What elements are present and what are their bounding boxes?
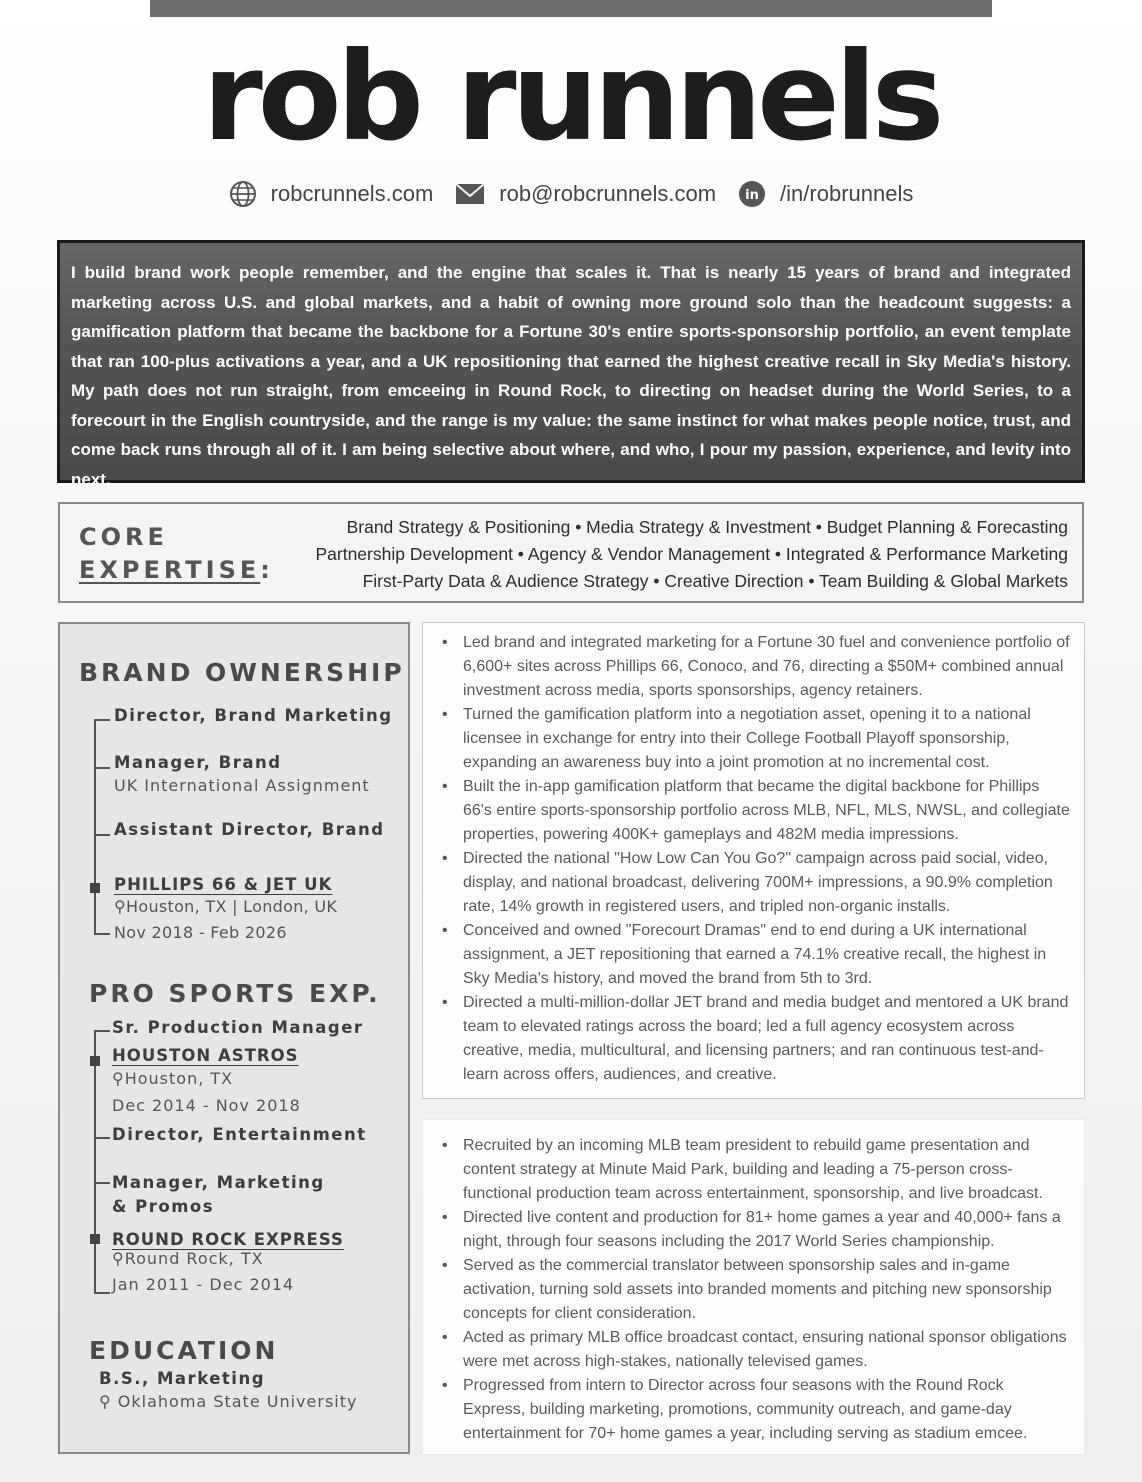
summary-box [57,240,1085,489]
contact-website[interactable] [229,180,434,208]
timeline-tick [94,1137,110,1139]
company-location: ⚲Houston, TX [112,1069,234,1088]
role-title-continued: & Promos [112,1197,215,1216]
company-dates: Jan 2011 - Dec 2014 [112,1275,295,1294]
role-subtitle: UK International Assignment [114,776,370,795]
role-title: Director, Brand Marketing [114,706,393,725]
expertise-line: First-Party Data & Audience Strategy • Creative Direction • Team Building & Global Markets [362,571,1068,591]
timeline-tick [94,933,110,935]
company-name: HOUSTON ASTROS [112,1046,299,1065]
expertise-label: EXPERTISE [79,556,261,584]
pro-sports-heading: PRO SPORTS EXP. [89,979,381,1008]
expertise-list [315,514,1068,595]
email-text: rob@robcrunnels.com [499,181,717,206]
linkedin-text: /in/robrunnels [780,181,914,206]
website-text: robcrunnels.com [270,181,434,206]
role-title: Sr. Production Manager [112,1018,364,1037]
linkedin-icon [738,180,766,208]
list-item: • Directed the national "How Low Can You Go?" campaign across paid social, video, display, and national broadcast, delivering 700M+ impressions, a 90.9% completion rate, 14% growth in registered users, and tripled non-organic installs. [463,847,1070,919]
role-title: Manager, Brand [114,753,282,772]
timeline-tick [94,1030,110,1032]
role-title: Manager, Marketing [112,1173,325,1192]
timeline-marker [90,883,100,893]
top-bar [150,0,992,17]
phillips-experience-card [422,622,1085,1099]
candidate-name: rob runnels [202,26,940,168]
timeline-marker [90,1056,100,1066]
brand-timeline-line [94,719,96,935]
svg-text:in: in [745,188,759,203]
school: ⚲ Oklahoma State University [99,1392,358,1411]
contact-row [0,180,1142,208]
list-item: • Served as the commercial translator between sponsorship sales and in-game activation, turning sold assets into branded moments and pitching new sponsorship concepts for client consideration. [463,1254,1070,1326]
sports-experience-card [422,1119,1085,1455]
timeline-tick [94,767,110,769]
phillips-bullet-list [423,623,1084,1087]
education-heading: EDUCATION [89,1336,279,1365]
degree: B.S., Marketing [99,1369,266,1388]
list-item: • Recruited by an incoming MLB team president to rebuild game presentation and content strategy at Minute Maid Park, building and leading a 75-person cross-functional production team across entertainment, sponsorship, and live broadcast. [463,1134,1070,1206]
timeline-tick [94,719,110,721]
core-expertise-heading [79,521,274,587]
list-item: • Directed a multi-million-dollar JET brand and media budget and mentored a UK brand team to elevated ratings across the board; led a full agency ecosystem across creative, media, multicultural, and licensing partners; and ran continuous test-and-learn across offers, audiences, and creative. [463,991,1070,1087]
list-item: • Conceived and owned "Forecourt Dramas" end to end during a UK international assignment, a JET repositioning that earned a 74.1% creative recall, the highest in Sky Media's history, and moved the brand from 5th to 3rd. [463,919,1070,991]
timeline-tick [94,1182,110,1184]
company-dates: Dec 2014 - Nov 2018 [112,1096,301,1115]
role-title: Assistant Director, Brand [114,820,385,839]
list-item: • Led brand and integrated marketing for a Fortune 30 fuel and convenience portfolio of 6,600+ sites across Phillips 66, Conoco, and 76, directing a $50M+ combined annual investment across media, sports sponsorships, agency retainers. [463,631,1070,703]
brand-ownership-heading: BRAND OWNERSHIP [79,658,405,687]
core-expertise-box [58,502,1084,603]
list-item: • Directed live content and production for 81+ home games a year and 40,000+ fans a night, through four seasons including the 2017 World Series championship. [463,1206,1070,1254]
expertise-line: Partnership Development • Agency & Vendor Management • Integrated & Performance Marketing [315,544,1068,564]
contact-email[interactable] [455,181,716,207]
summary-text: I build brand work people remember, and the engine that scales it. That is nearly 15 years of brand and integrated marketing across U.S. and global markets, and a habit of owning more ground solo than the headcount suggests: a gamification platform that became the backbone for a Fortune 30's entire sports-sponsorship portfolio, an event template that ran 100-plus activations a year, and a UK repositioning that earned the highest creative recall in Sky Media's history. My path does not run straight, from emceeing in Round Rock, to directing on headset during the World Series, to a forecourt in the English countryside, and the range is my value: the same instinct for what makes people notice, trust, and come back runs through all of it. I am being selective about where, and who, I pour my passion, experience, and levity into next. [71,263,1071,489]
timeline-marker [90,1234,100,1244]
sports-timeline-line [94,1030,96,1294]
experience-sidebar [58,622,410,1454]
role-title: Director, Entertainment [112,1125,367,1144]
list-item: • Progressed from intern to Director across four seasons with the Round Rock Express, building marketing, promotions, community outreach, and game-day entertainment for 70+ home games a year, including serving as stadium emcee. [463,1374,1070,1446]
company-location: ⚲Round Rock, TX [112,1249,264,1268]
company-name: ROUND ROCK EXPRESS [112,1230,344,1249]
company-dates: Nov 2018 - Feb 2026 [114,923,287,942]
list-item: • Acted as primary MLB office broadcast contact, ensuring national sponsor obligations were met across high-stakes, nationally televised games. [463,1326,1070,1374]
sports-bullet-list [423,1120,1084,1446]
expertise-line: Brand Strategy & Positioning • Media Strategy & Investment • Budget Planning & Forecasting [346,517,1068,537]
company-name: PHILLIPS 66 & JET UK [114,875,333,894]
expertise-label-row [79,554,274,587]
timeline-tick [94,834,110,836]
list-item: • Turned the gamification platform into a negotiation asset, opening it to a national licensee in exchange for entry into their College Football Playoff sponsorship, expanding an awareness buy into a joint promotion at no incremental cost. [463,703,1070,775]
timeline-tick [94,1292,110,1294]
mail-icon [455,183,485,205]
globe-icon [229,180,257,208]
company-location: ⚲Houston, TX | London, UK [114,897,338,916]
list-item: • Built the in-app gamification platform that became the digital backbone for Phillips 66's entire sports-sponsorship portfolio across MLB, NFL, MLS, NWSL, and collegiate properties, powering 400K+ gameplays and 482M media impressions. [463,775,1070,847]
expertise-colon: : [260,556,274,584]
contact-linkedin[interactable] [738,180,913,208]
core-label: CORE [79,523,168,551]
